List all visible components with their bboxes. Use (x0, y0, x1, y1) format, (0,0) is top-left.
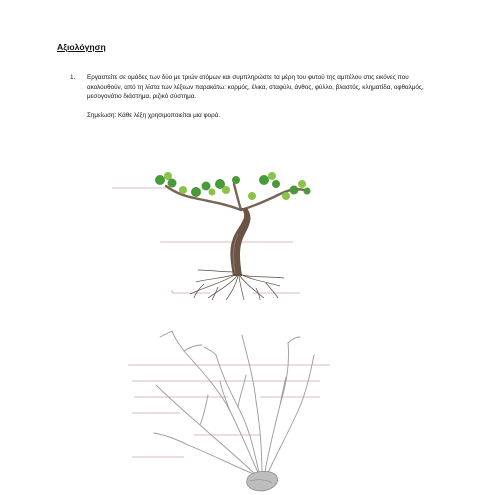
grapevine-plant-figure (108, 166, 338, 300)
vine-stump (247, 471, 278, 491)
label-lines (128, 365, 330, 457)
dormant-vine-figure (110, 325, 350, 495)
vine-canes (154, 331, 314, 477)
leaves (155, 172, 311, 200)
task-text: Εργαστείτε σε ομάδες των δύο με τριών ατόμων και συμπληρώστε τα μέρη του φυτού της αμπέλου στις εικόνες που ακολουθούν, από τη λίστα των λέξεων παρακάτω: κορμός, έλικα, σταφύλι, άνθος, φύλλο, βλαστός, κληματίδα, οφθαλμός, μεσογονάτιο διάστημα, ριζικό σύστημα. (87, 74, 424, 101)
task-body (87, 73, 442, 120)
task-note: Σημείωση: Κάθε λέξη χρησιμοποιείται μια φορά. (87, 111, 221, 119)
task-number: 1. (70, 74, 76, 81)
page-heading: Αξιολόγηση (57, 42, 106, 52)
